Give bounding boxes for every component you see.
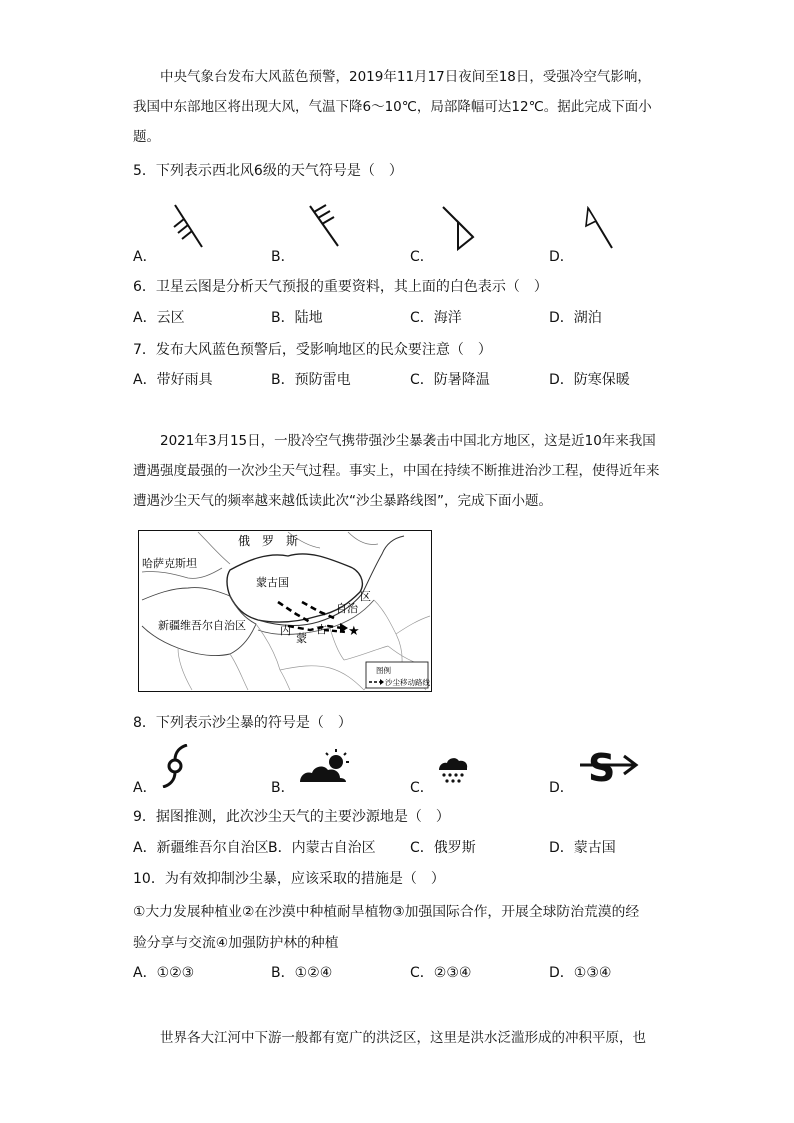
q8-option-b-label: B． <box>271 780 295 796</box>
q9-option-a: A．新疆维吾尔自治区 <box>133 840 269 856</box>
q8-option-d-label: D． <box>549 780 574 796</box>
sandstorm-symbol-icon <box>578 748 640 786</box>
q5-option-c-label: C． <box>410 249 434 265</box>
q10-option-a: A．①②③ <box>133 965 195 981</box>
beijing-star-icon: ★ <box>348 624 360 639</box>
passage-1: 中央气象台发布大风蓝色预警，2019年11月17日夜间至18日，受强冷空气影响，我国中东部地区将出现大风，气温下降6～10℃，局部降幅可达12℃。据此完成下面小题。 <box>133 69 652 145</box>
q7-option-b: B．预防雷电 <box>271 372 351 388</box>
map-label-mongolia: 蒙古国 <box>256 576 289 589</box>
q10-option-d: D．①③④ <box>549 965 612 981</box>
map-label-nei: 内 <box>280 624 291 637</box>
svg-text:S: S <box>588 748 616 786</box>
question-6-stem: 6．卫星云图是分析天气预报的重要资料，其上面的白色表示（ ） <box>133 279 548 295</box>
map-label-xinjiang: 新疆维吾尔自治区 <box>158 619 246 632</box>
q9-option-d: D．蒙古国 <box>549 840 616 856</box>
map-label-gu: 古 <box>316 623 327 636</box>
q6-option-a: A．云区 <box>133 310 185 326</box>
sandstorm-route-map <box>138 530 432 692</box>
q8-option-a-label: A． <box>133 780 157 796</box>
passage-3: 世界各大江河中下游一般都有宽广的洪泛区，这里是洪水泛滥形成的冲积平原，也 <box>160 1030 646 1046</box>
typhoon-icon <box>160 744 190 788</box>
map-label-meng: 蒙 <box>296 632 307 645</box>
legend-title: 图例 <box>376 666 391 675</box>
wind-symbol-d-icon <box>584 206 616 252</box>
question-10-statements-line-2: 验分享与交流④加强防护林的种植 <box>133 935 339 951</box>
q5-option-b-label: B． <box>271 249 295 265</box>
question-7-stem: 7．发布大风蓝色预警后，受影响地区的民众要注意（ ） <box>133 342 492 358</box>
hail-cloud-icon <box>436 754 470 784</box>
question-9-stem: 9．据图推测，此次沙尘天气的主要沙源地是（ ） <box>133 809 450 825</box>
q5-option-d-label: D． <box>549 249 574 265</box>
q10-option-c: C．②③④ <box>410 965 472 981</box>
map-label-kazakhstan: 哈萨克斯坦 <box>142 557 197 570</box>
cloudy-sun-icon <box>296 748 356 784</box>
question-10-statements-line-1: ①大力发展种植业②在沙漠中种植耐旱植物③加强国际合作，开展全球防治荒漠的经 <box>133 904 640 920</box>
map-label-russia: 俄 罗 斯 <box>238 534 299 548</box>
question-5-stem: 5．下列表示西北风6级的天气符号是（ ） <box>133 163 403 179</box>
question-10-stem: 10．为有效抑制沙尘暴，应该采取的措施是（ ） <box>133 871 445 887</box>
q7-option-d: D．防寒保暖 <box>549 372 630 388</box>
q9-option-b: B．内蒙古自治区 <box>268 840 376 856</box>
q7-option-c: C．防暑降温 <box>410 372 490 388</box>
wind-symbol-a-icon <box>170 202 206 252</box>
passage-2: 2021年3月15日，一股冷空气携带强沙尘暴袭击中国北方地区，这是近10年来我国遭遇强度最强的一次沙尘天气过程。事实上，中国在持续不断推进治沙工程，使得近年来遭遇沙尘天气的频率越来越低读此次“沙尘暴路线图”，完成下面小题。 <box>133 433 660 509</box>
wind-symbol-b-icon <box>306 202 342 250</box>
q9-option-c: C．俄罗斯 <box>410 840 476 856</box>
legend-item: 沙尘移动路线 <box>385 678 430 687</box>
wind-symbol-c-icon <box>440 204 476 252</box>
map-label-zizhi: 自治 <box>336 602 358 615</box>
q10-option-b: B．①②④ <box>271 965 333 981</box>
q7-option-a: A．带好雨具 <box>133 372 213 388</box>
map-label-qu: 区 <box>360 590 371 603</box>
question-8-stem: 8．下列表示沙尘暴的符号是（ ） <box>133 715 352 731</box>
q5-option-a-label: A． <box>133 249 157 265</box>
q8-option-c-label: C． <box>410 780 434 796</box>
q6-option-c: C．海洋 <box>410 310 462 326</box>
q6-option-b: B．陆地 <box>271 310 323 326</box>
q6-option-d: D．湖泊 <box>549 310 602 326</box>
